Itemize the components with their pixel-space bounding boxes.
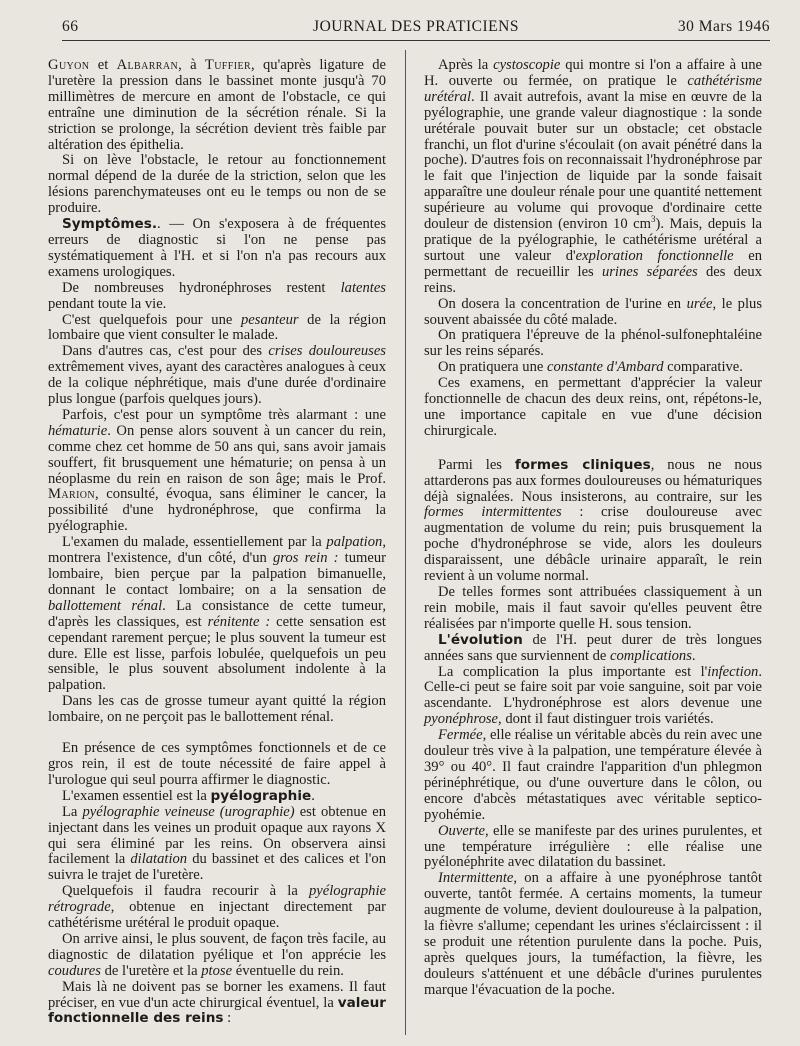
- paragraph: Quelquefois il faudra recourir à la pyélographie rétrograde, obtenue en injectant directement par cathétérisme urétéral le produit opaque.: [48, 883, 386, 932]
- paragraph: Mais là ne doivent pas se borner les examens. Il faut préciser, en vue d'un acte chirurgical éventuel, la valeur fonctionnelle des reins :: [48, 978, 386, 1027]
- paragraph: On pratiquera l'épreuve de la phénol-sulfonephtaléine sur les reins séparés.: [424, 327, 762, 360]
- section-heading-symptomes: Symptômes.: [62, 216, 158, 233]
- left-column: [48, 58, 386, 1027]
- paragraph: Si on lève l'obstacle, le retour au fonctionnement normal dépend de la durée de la striction, selon que les lésions parenchymateuses ont eu le temps ou non de se produire.: [48, 152, 386, 217]
- paragraph: Après la cystoscopie qui montre si l'on a affaire à une H. ouverte ou fermée, on pratique le cathétérisme urétéral. Il avait autrefois, avant la mise en œuvre de la pyélographie, une grande valeur diagnostique : la sonde urétérale pouvait buter sur un obstacle; cet obstacle franchi, un flot d'urine s'écoulait (on avait pénétré dans la poche). D'autres fois on reconnaissait l'hydronéphrose par le fait que l'injection de liquide par la sonde faisait apparaître une douleur rénale pour une quantité nettement supérieure au volume qui provoque d'ordinaire cette douleur de distension (environ 10 $cm^3$). Mais, depuis la pratique de la pyélographie, le cathétérisme urétéral a surtout une valeur d'exploration fonctionnelle en permettant de recueillir les urines séparées des deux reins.: [424, 57, 763, 296]
- paragraph: Symptômes.. — On s'exposera à de fréquentes erreurs de diagnostic si l'on ne pense pas systématiquement à l'H. et si l'on n'a pas recours aux examens urologiques.: [48, 216, 386, 280]
- paragraph: En présence de ces symptômes fonctionnels et de ce gros rein, il est de toute nécessité de faire appel à l'urologue qui seul pourra affirmer le diagnostic.: [48, 740, 386, 788]
- paragraph: De nombreuses hydronéphroses restent latentes pendant toute la vie.: [48, 279, 386, 312]
- journal-title: JOURNAL DES PRATICIENS: [313, 18, 519, 35]
- issue-date: 30 Mars 1946: [677, 18, 770, 35]
- author-name: Albarran: [116, 57, 179, 73]
- paragraph: On dosera la concentration de l'urine en urée, le plus souvent abaissée du côté malade.: [424, 295, 762, 328]
- section-heading-evolution: L'évolution: [438, 631, 523, 648]
- paragraph: On arrive ainsi, le plus souvent, de façon très facile, au diagnostic de dilatation pyélique et l'on apprécie les coudures de l'uretère et la ptose éventuelle du rein.: [48, 930, 386, 979]
- paragraph: Dans les cas de grosse tumeur ayant quitté la région lombaire, on ne perçoit pas le ballottement rénal.: [48, 693, 386, 726]
- column-divider: [405, 50, 406, 1035]
- author-name: Guyon: [48, 57, 90, 73]
- paragraph: C'est quelquefois pour une pesanteur de la région lombaire que vient consulter le malade.: [48, 311, 387, 344]
- paragraph: Parmi les formes cliniques, nous ne nous attarderons pas aux formes douloureuses ou hématuriques déjà signalées. Nous insisterons, au contraire, sur les formes intermittentes : crise douloureuse avec augmentation de volume du rein; puis brusquement la poche d'hydronéphrose se vide, alors les douleurs disparaissent, une débâcle urinaire apparaît, le rein revient à un volume normal.: [424, 456, 762, 585]
- paragraph: De telles formes sont attribuées classiquement à un rein mobile, mais il faut savoir qu'elles peuvent être réalisées par n'importe quelle H. sous tension.: [424, 584, 762, 632]
- paragraph: L'examen du malade, essentiellement par la palpation, montrera l'existence, d'un côté, d'un gros rein : tumeur lombaire, bien perçue par la palpation bimanuelle, donnant le contact lombaire; on a la sensation de ballottement rénal. La consistance de cette tumeur, d'après les classiques, est rénitente : cette sensation est cependant rarement perçue; le plus souvent la tumeur est dure. Elle est lisse, parfois lobulée, quelquefois un peu sensible, le plus souvent absolument indolente à la palpation.: [48, 534, 386, 694]
- paragraph: Guyon et Albarran, à Tuffier, qu'après ligature de l'uretère la pression dans le bassinet monte jusqu'à 70 millimètres de mercure en amont de l'obstacle, ce qui entraîne une diminution de la sécrétion rénale. Si la striction se prolonge, la sécrétion devient très faible par altération des épithelia.: [48, 57, 386, 153]
- author-name: Marion: [48, 486, 96, 503]
- section-heading-valeur-fonctionnelle: valeur fonctionnelle des reins: [48, 994, 386, 1027]
- paragraph: Parfois, c'est pour un symptôme très alarmant : une hématurie. On pense alors souvent à un cancer du rein, comme chez cet homme de 50 ans qui, sans avoir jamais souffert, fit brusquement une hématurie; on pensa à un néoplasme du rein en raison de son âge; mais le Prof. Marion, consulté, évoqua, sans éliminer le cancer, la possibilité d'une hydronéphrose, que confirma la pyélographie.: [48, 406, 386, 535]
- page-number: 66: [62, 18, 79, 35]
- page-header: [62, 14, 770, 41]
- paragraph: Fermée, elle réalise un véritable abcès du rein avec une douleur très vive à la palpation, une température élevée à 39° ou 40°. Il faut craindre l'apparition d'un phlegmon périnéphrétique, ou d'une ouverture dans le côlon, ou encore d'abcès métastatiques avec véritable septico-pyohémie.: [424, 727, 762, 823]
- right-column: [424, 58, 762, 999]
- paragraph: Intermittente, on a affaire à une pyonéphrose tantôt ouverte, tantôt fermée. A certains moments, la tumeur augmente de volume, devient douloureuse à la palpation, la fièvre s'allume; cependant les urines s'éclaircissent : il se produit une rétention purulente dans la poche. Puis, après quelques jours, la tuméfaction, la fièvre, les douleurs s'atténuent et une débâcle d'urines purulentes marque l'évacuation de la poche.: [424, 870, 762, 998]
- paragraph: L'évolution de l'H. peut durer de très longues années sans que surviennent de complications.: [424, 631, 762, 664]
- paragraph: On pratiquera une constante d'Ambard comparative.: [438, 359, 743, 376]
- section-heading-pyelographie: pyélographie: [210, 787, 312, 804]
- paragraph: La complication la plus importante est l'infection. Celle-ci peut se faire soit par voie sanguine, soit par voie ascendante. L'hydronéphrose est alors devenue une pyonéphrose, dont il faut distinguer trois variétés.: [424, 663, 762, 728]
- paragraph: Dans d'autres cas, c'est pour des crises douloureuses extrêmement vives, ayant des caractères analogues à ceux de la colique néphrétique, mais d'une durée d'ordinaire plus longue (parfois quelques jours).: [48, 343, 386, 408]
- paragraph: La pyélographie veineuse (urographie) est obtenue en injectant dans les veines un produit opaque aux rayons X qui sera éliminé par les reins. On observera ainsi facilement la dilatation du bassinet et des calices et l'on suivra le trajet de l'uretère.: [48, 803, 386, 884]
- author-name: Tuffier: [204, 57, 252, 73]
- paragraph: Ouverte, elle se manifeste par des urines purulentes, et une température irrégulière : elle réalise une pyélonéphrite avec dilatation du bassinet.: [424, 822, 762, 871]
- paragraph: L'examen essentiel est la pyélographie.: [62, 787, 315, 804]
- section-heading-formes-cliniques: formes cliniques: [514, 456, 651, 473]
- paragraph: Ces examens, en permettant d'apprécier la valeur fonctionnelle de chacun des deux reins, ont, répétons-le, une importance capitale en vue d'une décision chirurgicale.: [424, 375, 762, 439]
